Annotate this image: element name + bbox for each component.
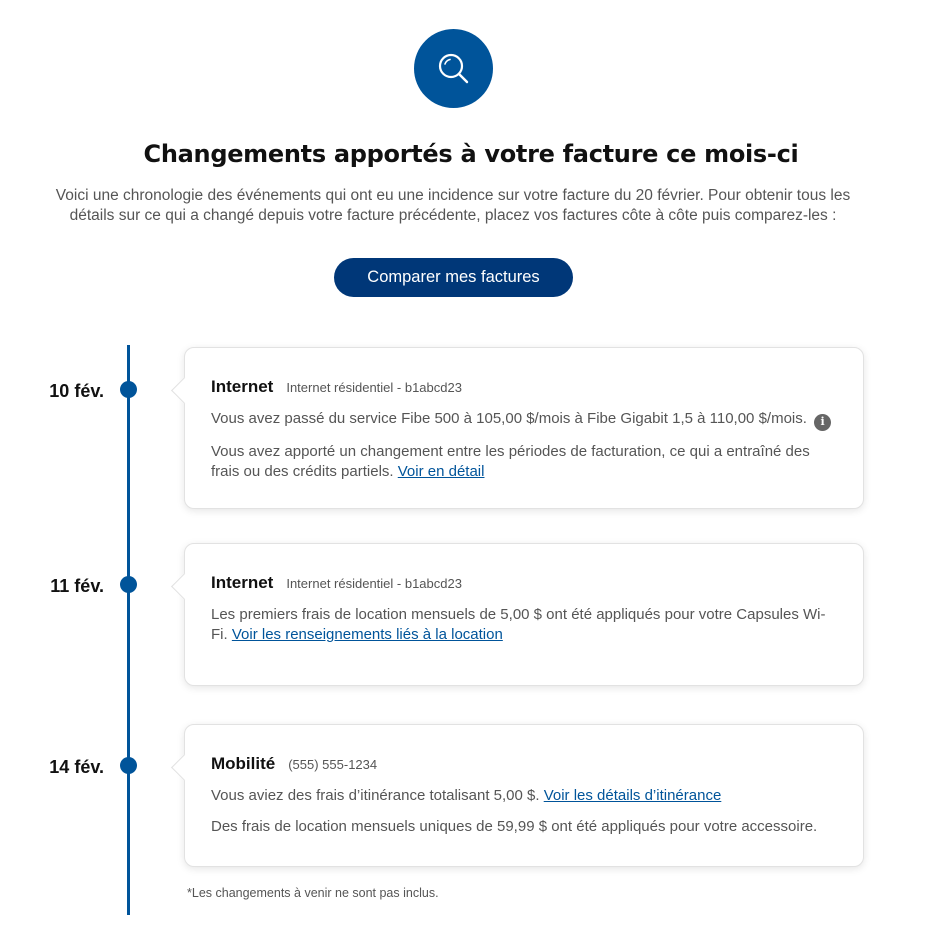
footnote: *Les changements à venir ne sont pas inclus. — [187, 886, 439, 900]
card-subtitle: Internet résidentiel - b1abcd23 — [286, 576, 462, 591]
card-text-line: Vous aviez des frais d’itinérance totalisant 5,00 $. — [211, 787, 540, 804]
card-text — [211, 786, 837, 806]
intro-text: Voici une chronologie des événements qui ont eu une incidence sur votre facture du 20 février. Pour obtenir tous les détails sur ce qui a changé depuis votre facture précédente, placez vos factures côte à côte puis comparez-les : — [55, 187, 851, 224]
timeline-dot — [120, 576, 137, 593]
timeline-dot — [120, 757, 137, 774]
card-text-line: Les premiers frais de location mensuels de 5,00 $ ont été appliqués pour votre Capsules Wi-Fi. — [211, 606, 826, 643]
card-text — [211, 409, 837, 431]
card-text-line: Vous avez apporté un changement entre les périodes de facturation, ce qui a entraîné des frais ou des crédits partiels. — [211, 442, 810, 480]
info-icon[interactable]: i — [814, 414, 831, 431]
search-icon — [414, 29, 493, 108]
card-subtitle: (555) 555-1234 — [288, 757, 378, 772]
card-text — [211, 442, 837, 482]
rental-info-link[interactable]: Voir les renseignements liés à la location — [231, 626, 503, 643]
card-text — [211, 817, 837, 837]
card-text-line: Vous avez passé du service Fibe 500 à 105,00 $/mois à Fibe Gigabit 1,5 à 110,00 $/mois. — [211, 410, 807, 427]
card-subtitle: Internet résidentiel - b1abcd23 — [286, 380, 462, 395]
roaming-details-link[interactable]: Voir les détails d’itinérance — [543, 787, 722, 804]
timeline-dot — [120, 381, 137, 398]
timeline-date: 10 fév. — [49, 381, 104, 401]
timeline-line — [127, 345, 130, 915]
timeline-card — [184, 724, 864, 867]
page-title: Changements apportés à votre facture ce mois-ci — [143, 140, 799, 168]
timeline-date: 14 fév. — [49, 757, 104, 777]
card-title: Internet — [211, 377, 274, 396]
card-title: Internet — [211, 573, 274, 592]
view-details-link[interactable]: Voir en détail — [397, 462, 485, 480]
timeline-card — [184, 543, 864, 686]
card-title: Mobilité — [211, 754, 276, 773]
card-text — [211, 605, 837, 645]
timeline-date: 11 fév. — [50, 576, 104, 596]
card-text-line: Des frais de location mensuels uniques de 59,99 $ ont été appliqués pour votre accessoire. — [211, 818, 818, 835]
timeline-card — [184, 347, 864, 509]
compare-bills-button[interactable]: Comparer mes factures — [334, 258, 573, 297]
